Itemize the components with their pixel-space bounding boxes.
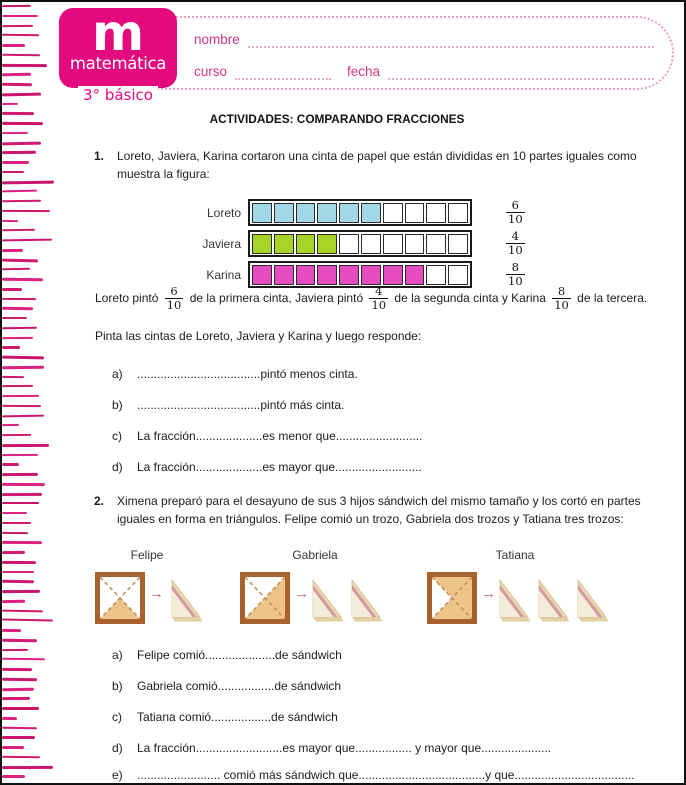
problem-1-answers xyxy=(112,366,422,490)
strip-cell xyxy=(405,203,425,223)
strip-row-loreto xyxy=(2,199,525,226)
name-field xyxy=(248,32,654,48)
coil-mark xyxy=(2,395,39,398)
strip-cell xyxy=(426,265,446,285)
strip-cell xyxy=(383,234,403,254)
coil-mark xyxy=(2,405,41,408)
coil-mark xyxy=(2,326,37,329)
coil-mark xyxy=(2,717,17,720)
answer-line: e) ......................... comió más sándwich que......................................y que.................................... xyxy=(112,768,635,782)
strip-cell xyxy=(361,265,381,285)
coil-mark xyxy=(2,132,28,134)
problem-2-answers xyxy=(112,647,634,785)
strip-cell xyxy=(339,203,359,223)
coil-mark xyxy=(2,180,54,184)
sandwich-square-diagram xyxy=(240,572,290,624)
coil-mark xyxy=(2,375,24,378)
fraction-strip xyxy=(248,230,472,257)
answer-line: a) .....................................pintó menos cinta. xyxy=(112,367,358,381)
coil-mark xyxy=(2,356,44,359)
logo-m-letter: m xyxy=(91,4,145,62)
coil-mark xyxy=(2,307,33,310)
coil-mark xyxy=(2,697,30,700)
coil-mark xyxy=(2,190,37,193)
child-name-tatiana: Tatiana xyxy=(495,548,535,562)
strip-cell xyxy=(274,234,294,254)
coil-mark xyxy=(2,288,22,291)
coil-mark xyxy=(2,141,41,144)
strip-cell xyxy=(448,234,468,254)
coil-mark xyxy=(2,473,38,476)
coil-mark xyxy=(2,53,40,56)
answer-line: d) La fracción..........................es mayor que................. y mayor que..................... xyxy=(112,741,552,755)
coil-mark xyxy=(2,444,49,447)
coil-mark xyxy=(2,668,32,671)
coil-mark xyxy=(2,63,47,66)
coil-mark xyxy=(2,92,41,95)
coil-mark xyxy=(2,161,29,164)
coil-mark xyxy=(2,102,18,104)
strip-cell xyxy=(252,234,272,254)
coil-mark xyxy=(2,522,31,524)
fractions-sentence: Loreto pintó $\frac{6}{10}$ de la primera cinta, Javiera pintó $\frac{4}{10}$ de la segunda cinta y Karina $\frac{8}{10}$ de la tercera. xyxy=(95,284,648,313)
coil-mark xyxy=(2,512,27,514)
coil-mark xyxy=(2,385,33,388)
sandwich-square-diagram xyxy=(95,572,145,624)
strip-cell xyxy=(296,203,316,223)
coil-mark xyxy=(2,297,36,299)
strip-cell xyxy=(448,265,468,285)
inline-fraction: $\frac{6}{10}$ xyxy=(166,284,182,313)
child-name-gabriela: Gabriela xyxy=(292,548,338,562)
answer-line: c) La fracción....................es menor que.......................... xyxy=(112,429,423,443)
strip-cell xyxy=(339,234,359,254)
coil-mark xyxy=(2,83,32,86)
sandwich-square-diagram xyxy=(427,572,477,624)
strip-cell xyxy=(296,265,316,285)
answer-line: b) .....................................pintó más cinta. xyxy=(112,398,345,412)
fraction-value: $\frac{4}{10}$ xyxy=(508,228,523,257)
child-name-felipe: Felipe xyxy=(130,548,164,562)
sandwich-pieces xyxy=(494,577,610,623)
strip-cell xyxy=(383,265,403,285)
coil-mark xyxy=(2,171,24,173)
problem-2-statement: Ximena preparó para el desayuno de sus 3 hijos sándwich del mismo tamaño y los cortó en partes iguales en forma en triángulos. Felipe comió un trozo, Gabriela dos trozos y Tatiana tres trozos: xyxy=(117,494,641,526)
coil-mark xyxy=(2,5,31,7)
coil-mark xyxy=(2,775,25,778)
coil-mark xyxy=(2,434,31,437)
coil-mark xyxy=(2,492,42,495)
matematica-logo xyxy=(59,4,177,88)
strip-cell xyxy=(426,203,446,223)
strip-cell xyxy=(274,203,294,223)
sandwich-pieces xyxy=(166,577,204,623)
coil-mark xyxy=(2,531,28,534)
fraction-value: $\frac{8}{10}$ xyxy=(508,259,523,288)
problem-1-statement: Loreto, Javiera, Karina cortaron una cinta de papel que están divididas en 10 partes iguales como muestra la figura: xyxy=(117,149,637,181)
coil-mark xyxy=(2,24,33,27)
coil-mark xyxy=(2,122,43,125)
coil-mark xyxy=(2,15,38,17)
coil-mark xyxy=(2,453,38,455)
fraction-strip xyxy=(248,261,472,288)
coil-mark xyxy=(2,44,25,47)
course-date-row xyxy=(194,64,654,80)
course-field xyxy=(235,64,331,80)
arrow-icon: → xyxy=(294,585,309,602)
answer-line: c) Tatiana comió..................de sándwich xyxy=(112,710,338,724)
coil-mark xyxy=(2,678,37,681)
strip-cell xyxy=(252,265,272,285)
strip-row-javiera xyxy=(2,230,525,257)
fraction-strip xyxy=(248,199,472,226)
strip-cell xyxy=(448,203,468,223)
coil-mark xyxy=(2,424,19,427)
coil-mark xyxy=(2,736,35,739)
strip-cell xyxy=(317,203,337,223)
coil-mark xyxy=(2,541,43,544)
problem-2 xyxy=(94,492,662,528)
problem-1-number: 1. xyxy=(94,149,105,163)
strip-cell xyxy=(274,265,294,285)
strip-cell xyxy=(317,234,337,254)
strip-cell xyxy=(405,265,425,285)
worksheet-title: ACTIVIDADES: COMPARANDO FRACCIONES xyxy=(209,112,465,126)
coil-mark xyxy=(2,365,44,368)
coil-mark xyxy=(2,463,19,466)
inline-fraction: $\frac{4}{10}$ xyxy=(371,284,387,313)
inline-fraction: $\frac{8}{10}$ xyxy=(554,284,569,313)
coil-mark xyxy=(2,726,37,729)
spiral-binding xyxy=(2,2,60,783)
coil-mark xyxy=(2,34,39,37)
strip-cell xyxy=(339,265,359,285)
problem-1 xyxy=(94,147,662,183)
answer-line: b) Gabriela comió.................de sándwich xyxy=(112,679,342,693)
student-info-box xyxy=(114,16,674,90)
strip-cell xyxy=(296,234,316,254)
coil-mark xyxy=(2,346,20,349)
strip-row-karina xyxy=(2,261,525,288)
coil-mark xyxy=(2,765,53,768)
coil-mark xyxy=(2,336,33,338)
coil-mark xyxy=(2,73,31,76)
course-label: curso xyxy=(194,64,228,80)
logo-name: matemática xyxy=(69,54,167,73)
paint-instruction: Pinta las cintas de Loreto, Javiera y Karina y luego responde: xyxy=(95,329,422,343)
coil-mark xyxy=(2,648,28,651)
coil-mark xyxy=(2,658,45,661)
strip-cell xyxy=(361,203,381,223)
strip-cell xyxy=(252,203,272,223)
answer-line: a) Felipe comió.....................de sándwich xyxy=(112,648,342,662)
coil-mark xyxy=(2,746,24,749)
strip-cell xyxy=(383,203,403,223)
strip-cell xyxy=(405,234,425,254)
answer-line: d) La fracción....................es mayor que.......................... xyxy=(112,460,422,474)
date-field xyxy=(388,64,654,80)
coil-mark xyxy=(2,687,34,690)
coil-mark xyxy=(2,502,39,504)
arrow-icon: → xyxy=(481,585,496,602)
coil-mark xyxy=(2,317,27,319)
strip-label: Loreto xyxy=(206,205,241,220)
fraction-value: $\frac{6}{10}$ xyxy=(508,197,523,226)
coil-mark xyxy=(2,112,34,115)
arrow-icon: → xyxy=(149,585,164,602)
coil-mark xyxy=(2,151,36,154)
problem-2-number: 2. xyxy=(94,494,105,508)
coil-mark xyxy=(2,756,40,758)
strip-label: Javiera xyxy=(202,236,241,251)
strip-cell xyxy=(361,234,381,254)
name-row xyxy=(194,32,654,48)
coil-mark xyxy=(2,414,44,417)
coil-mark xyxy=(2,707,39,710)
strip-cell xyxy=(317,265,337,285)
sandwich-pieces xyxy=(307,577,384,623)
date-label: fecha xyxy=(347,64,381,80)
grade-label: 3° básico xyxy=(59,86,177,104)
strip-label: Karina xyxy=(206,267,241,282)
coil-mark xyxy=(2,639,37,642)
coil-mark xyxy=(2,483,45,486)
strip-cell xyxy=(426,234,446,254)
sandwich-figure xyxy=(2,547,686,639)
name-label: nombre xyxy=(194,32,240,48)
